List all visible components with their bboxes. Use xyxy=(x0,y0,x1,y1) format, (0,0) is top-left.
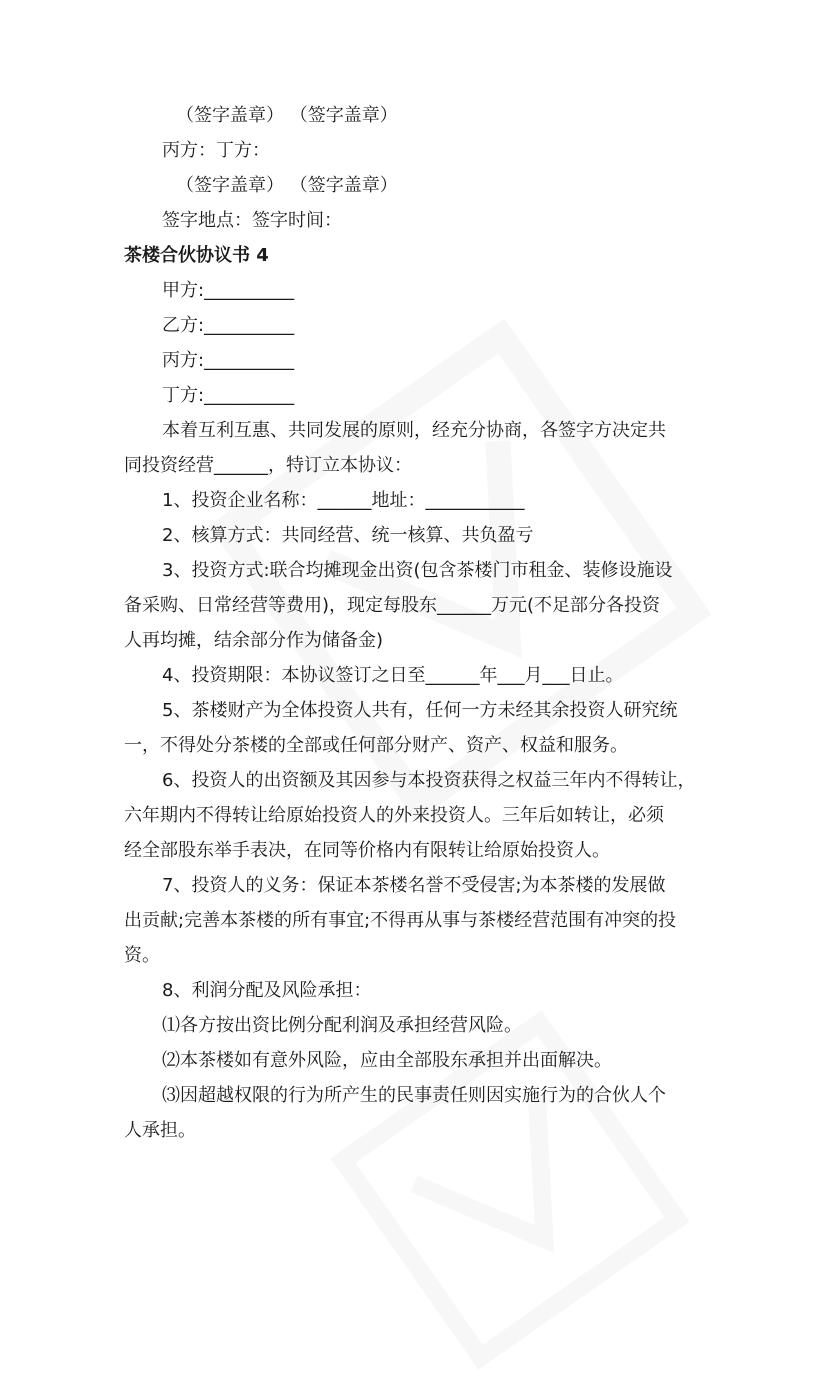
intro-paragraph xyxy=(124,413,714,483)
clause-7-line-3: 资。 xyxy=(124,945,160,966)
clause-1: 1、投资企业名称：______地址：___________ xyxy=(162,490,525,511)
signature-row-4: 签字地点：签字时间： xyxy=(162,210,342,231)
party-d-line: 丁方:__________ xyxy=(162,385,295,406)
clause-6-line-3: 经全部股东举手表决，在同等价格内有限转让给原始投资人。 xyxy=(124,840,610,861)
clause-7 xyxy=(124,868,714,973)
section-title: 茶楼合伙协议书 4 xyxy=(124,245,269,266)
clause-3-line-3: 人再均摊，结余部分作为储备金) xyxy=(124,630,384,651)
clause-8-item-3-line-2: 人承担。 xyxy=(124,1120,196,1141)
intro-line-1: 本着互利互惠、共同发展的原则，经充分协商，各签字方决定共 xyxy=(162,420,666,441)
signature-row-2: 丙方：丁方： xyxy=(162,140,270,161)
clause-8-item-1: ⑴各方按出资比例分配利润及承担经营风险。 xyxy=(162,1015,522,1036)
clause-8-item-3 xyxy=(124,1078,714,1148)
signature-row-3: （签字盖章） （签字盖章） xyxy=(176,175,398,196)
clause-7-line-2: 出贡献;完善本茶楼的所有事宜;不得再从事与茶楼经营范围有冲突的投 xyxy=(124,910,677,931)
clause-6 xyxy=(124,763,714,868)
party-a-line: 甲方:__________ xyxy=(162,280,295,301)
intro-line-2: 同投资经营______，特订立本协议： xyxy=(124,455,412,476)
party-c-line: 丙方:__________ xyxy=(162,350,295,371)
clause-6-line-2: 六年期内不得转让给原始投资人的外来投资人。三年后如转让，必须 xyxy=(124,805,664,826)
signature-row-1: （签字盖章） （签字盖章） xyxy=(176,105,398,126)
clause-5 xyxy=(124,693,714,763)
clause-8-item-3-line-1: ⑶因超越权限的行为所产生的民事责任则因实施行为的合伙人个 xyxy=(162,1085,666,1106)
document-body xyxy=(124,98,714,1148)
clause-4: 4、投资期限：本协议签订之日至______年___月___日止。 xyxy=(162,665,624,686)
clause-7-line-1: 7、投资人的义务：保证本茶楼名誉不受侵害;为本茶楼的发展做 xyxy=(162,875,666,896)
clause-8-item-2: ⑵本茶楼如有意外风险，应由全部股东承担并出面解决。 xyxy=(162,1050,612,1071)
clause-5-line-2: 一，不得处分茶楼的全部或任何部分财产、资产、权益和服务。 xyxy=(124,735,628,756)
clause-3-line-1: 3、投资方式:联合均摊现金出资(包含茶楼门市租金、装修设施设 xyxy=(162,560,673,581)
clause-6-line-1: 6、投资人的出资额及其因参与本投资获得之权益三年内不得转让， xyxy=(162,770,696,791)
clause-2: 2、核算方式：共同经营、统一核算、共负盈亏 xyxy=(162,525,534,546)
clause-8: 8、利润分配及风险承担： xyxy=(162,980,372,1001)
clause-3-line-2: 备采购、日常经营等费用)，现定每股东______万元(不足部分各投资 xyxy=(124,595,661,616)
clause-3 xyxy=(124,553,714,658)
party-b-line: 乙方:__________ xyxy=(162,315,295,336)
clause-5-line-1: 5、茶楼财产为全体投资人共有，任何一方未经其余投资人研究统 xyxy=(162,700,678,721)
